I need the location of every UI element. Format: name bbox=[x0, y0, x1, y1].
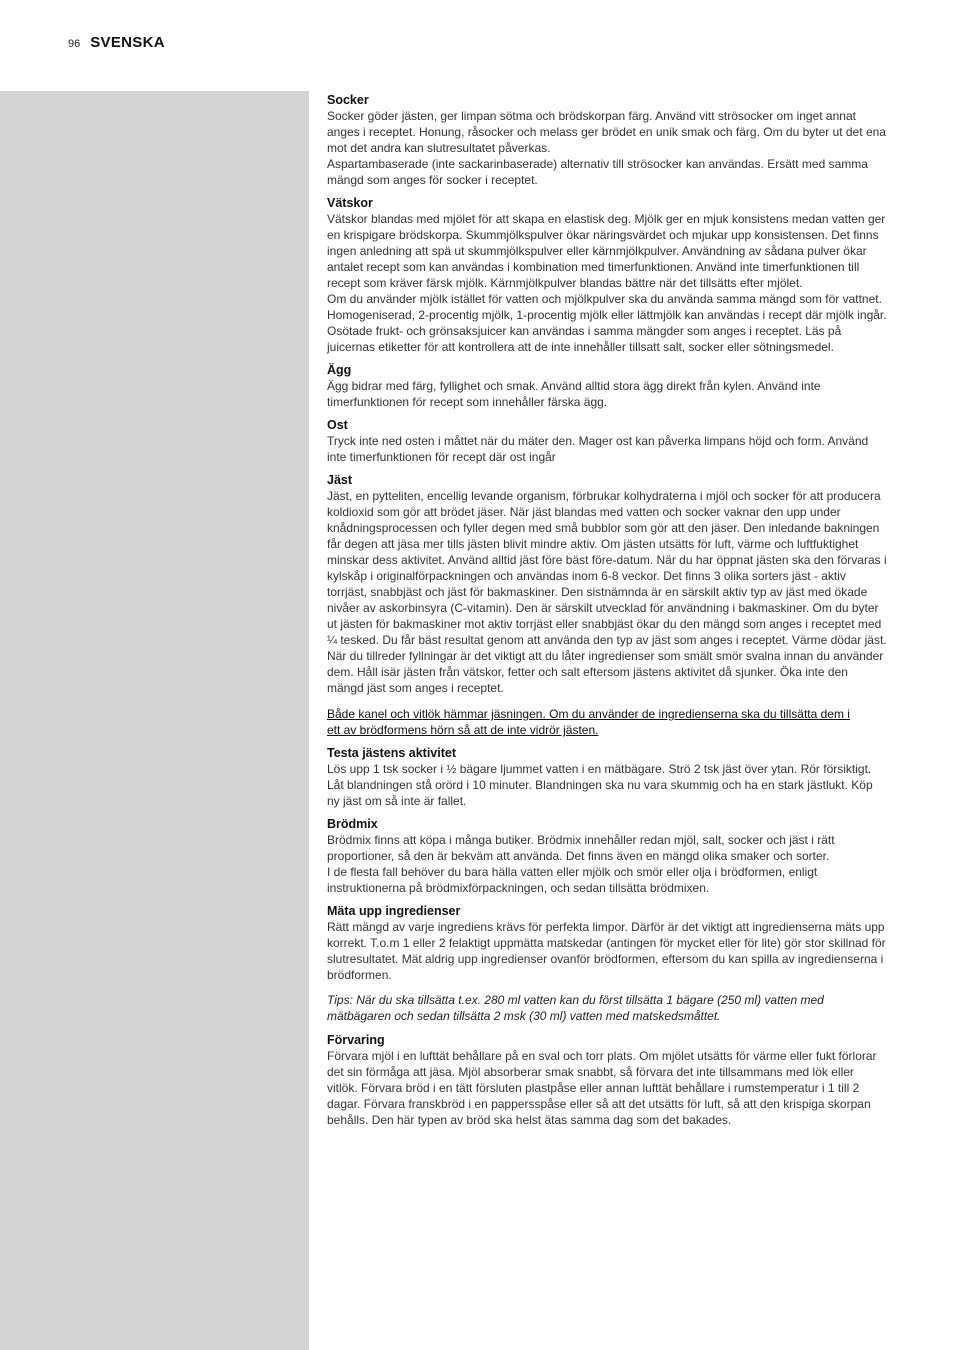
section-jast bbox=[327, 472, 887, 696]
content-column bbox=[327, 92, 887, 1135]
section-heading: Socker bbox=[327, 93, 369, 107]
section-paragraph: Om du använder mjölk istället för vatten och mjölkpulver ska du använda samma mängd som för vattnet. Homogeniserad, 2-procentig mjölk, 1-procentig mjölk eller lättmjölk kan användas i recept där mjölk ingår. Osötade frukt- och grönsaksjuicer kan användas i samma mängder som anges i receptet. Läs på juicernas etiketter för att kontrollera att de inte innehåller tillsatt salt, socker eller sötningsmedel. bbox=[327, 292, 887, 354]
tip-text: Tips: När du ska tillsätta t.ex. 280 ml vatten kan du först tillsätta 1 bägare (250 ml) vatten med mätbägaren och sedan tillsätta 2 msk (30 ml) vatten med matskedsmåttet. bbox=[327, 993, 824, 1023]
section-paragraph: I de flesta fall behöver du bara hälla vatten eller mjölk och smör eller olja i brödformen, enligt instruktionerna på brödmixförpackningen, och sedan tillsätta brödmixen. bbox=[327, 865, 818, 895]
section-heading: Jäst bbox=[327, 473, 353, 487]
section-forvaring bbox=[327, 1032, 887, 1128]
section-heading: Ost bbox=[327, 418, 348, 432]
section-mata-upp-ingredienser bbox=[327, 903, 887, 983]
section-heading: Ägg bbox=[327, 363, 352, 377]
section-paragraph: Jäst, en pytteliten, encellig levande organism, förbrukar kolhydraterna i mjöl och socker för att producera koldioxid som gör att brödet jäser. När jäst blandas med vatten och socker vaknar den upp under knådningsprocessen och fyller degen med små bubblor som gör att den jäser. Den inledande bakningen får degen att jäsa mer tills jästen blivit mindre aktiv. Om jästen utsätts för luft, värme och luftfuktighet minskar dess aktivitet. Använd alltid jäst före bäst före-datum. När du har öppnat jästen ska den förvaras i kylskåp i originalförpackningen och användas inom 6-8 veckor. Det finns 3 olika sorters jäst - aktiv torrjäst, snabbjäst och jäst för bakmaskiner. Den sistnämnda är en särskilt aktiv typ av jäst med ökade nivåer av askorbinsyra (C-vitamin). Den är särskilt utvecklad för användning i bakmaskiner. Om du byter ut jästen för bakmaskiner mot aktiv torrjäst eller snabbjäst ökar du den mängd som anges i receptet med ¼ tesked. Du får bäst resultat genom att använda den typ av jäst som anges i receptet. Värme dödar jäst. När du tillreder fyllningar är det viktigt att du låter ingredienser som smält smör svalna innan du använder dem. Håll isär jästen från vätskor, fetter och salt eftersom jästens aktivitet då sjunker. Öka inte den mängd jäst som anges i receptet. bbox=[327, 489, 887, 695]
sidebar-panel bbox=[0, 91, 309, 1350]
section-socker bbox=[327, 92, 887, 188]
page-number: 96 bbox=[68, 38, 81, 50]
section-paragraph: Aspartambaserade (inte sackarinbaserade) alternativ till strösocker kan användas. Ersätt med samma mängd som anges för socker i receptet. bbox=[327, 157, 868, 187]
section-brodmix bbox=[327, 816, 887, 896]
section-ost bbox=[327, 417, 887, 465]
section-heading: Mäta upp ingredienser bbox=[327, 904, 461, 918]
section-heading: Vätskor bbox=[327, 196, 373, 210]
section-heading: Testa jästens aktivitet bbox=[327, 746, 456, 760]
language-label: SVENSKA bbox=[90, 34, 165, 51]
section-paragraph: Rätt mängd av varje ingrediens krävs för perfekta limpor. Därför är det viktigt att ingredienserna mäts upp korrekt. T.o.m 1 eller 2 felaktigt uppmätta matskedar (antingen för mycket eller för lite) gör stor skillnad för slutresultatet. Mät aldrig upp ingredienser ovanför brödformen, eftersom du kan spilla av ingredienserna i brödformen. bbox=[327, 920, 886, 982]
notice-text: Både kanel och vitlök hämmar jäsningen. Om du använder de ingredienserna ska du tillsätta dem i ett av brödformens hörn så att de inte vidrör jästen. bbox=[327, 707, 850, 737]
section-testa-jastens-aktivitet bbox=[327, 745, 887, 809]
section-paragraph: Förvara mjöl i en lufttät behållare på en sval och torr plats. Om mjölet utsätts för värme eller fukt förlorar det sin förmåga att jäsa. Mjöl absorberar smak snabbt, så förvara det inte tillsammans med lök eller vitlök. Förvara bröd i en tätt försluten plastpåse eller annan lufttät behållare i rumstemperatur i 1 till 2 dagar. Förvara franskbröd i en pappersspåse eller så att det utsätts för luft, så att den krispiga skorpan behålls. Den här typen av bröd ska helst ätas samma dag som det bakades. bbox=[327, 1049, 877, 1127]
section-heading: Brödmix bbox=[327, 817, 378, 831]
section-paragraph: Tryck inte ned osten i måttet när du mäter den. Mager ost kan påverka limpans höjd och form. Använd inte timerfunktionen för recept där ost ingår bbox=[327, 434, 869, 464]
page-header bbox=[68, 34, 165, 51]
section-heading: Förvaring bbox=[327, 1033, 385, 1047]
section-paragraph: Brödmix finns att köpa i många butiker. Brödmix innehåller redan mjöl, salt, socker och jäst i rätt proportioner, så den är bekväm att använda. Det finns även en mängd olika smaker och sorter. bbox=[327, 833, 835, 863]
section-vatskor bbox=[327, 195, 887, 355]
section-paragraph: Socker göder jästen, ger limpan sötma och brödskorpan färg. Använd vitt strösocker om inget annat anges i receptet. Honung, råsocker och melass ger brödet en unik smak och färg. Om du byter ut det ena mot det andra kan slutresultatet påverkas. bbox=[327, 109, 886, 155]
section-paragraph: Lös upp 1 tsk socker i ½ bägare ljummet vatten i en mätbägare. Strö 2 tsk jäst över ytan. Rör försiktigt. Låt blandningen stå orörd i 10 minuter. Blandningen ska nu vara skummig och ha en stark jästlukt. Köp ny jäst om så inte är fallet. bbox=[327, 762, 873, 808]
section-paragraph: Ägg bidrar med färg, fyllighet och smak. Använd alltid stora ägg direkt från kylen. Använd inte timerfunktionen för recept som innehåller färska ägg. bbox=[327, 379, 821, 409]
section-agg bbox=[327, 362, 887, 410]
section-paragraph: Vätskor blandas med mjölet för att skapa en elastisk deg. Mjölk ger en mjuk konsistens medan vatten ger en krispigare brödskorpa. Skummjölkspulver ökar näringsvärdet och mjukar upp konsistensen. Det finns ingen anledning att spä ut skummjölkspulver eller kärnmjölkpulver. Användning av sådana pulver ökar antalet recept som kan användas i kombination med timerfunktionen. Använd inte timerfunktionen till recept som kräver färsk mjölk. Kärnmjölkpulver blandas bättre när det tillsätts efter mjölet. bbox=[327, 212, 886, 290]
